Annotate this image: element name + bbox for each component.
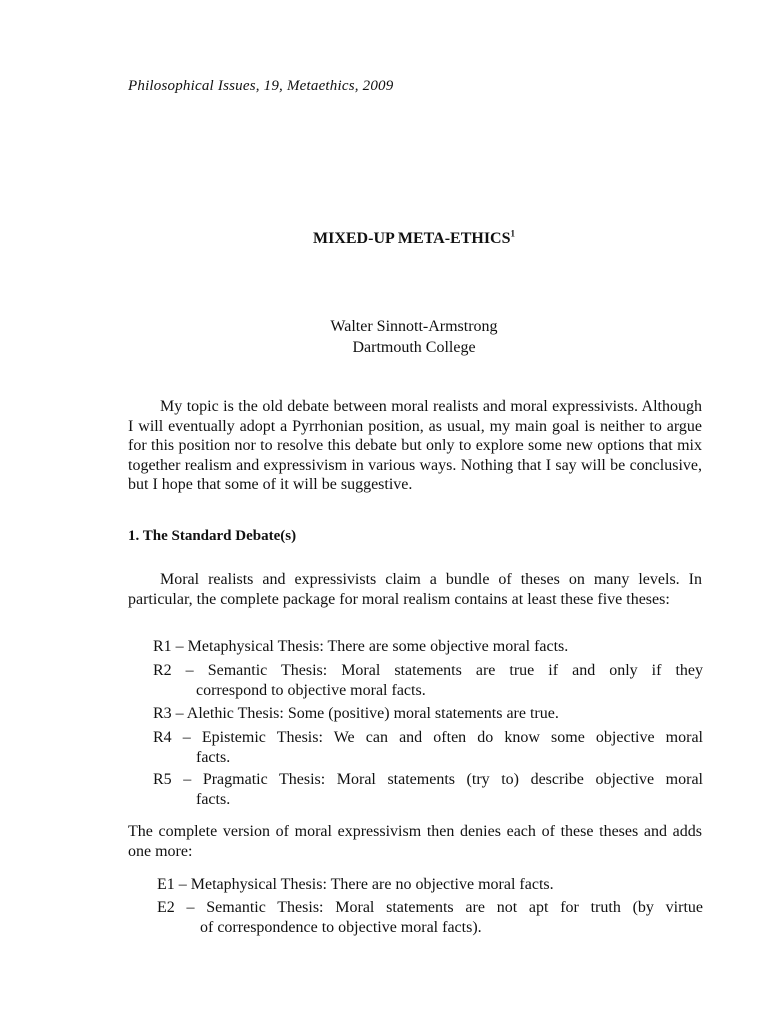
thesis-r5 (153, 770, 703, 809)
author-affiliation: Dartmouth College (352, 339, 476, 356)
intro-paragraph: My topic is the old debate between moral realists and moral expressivists. Although I will eventually adopt a Pyrrhonian position, as usual, my main goal is neither to argue for this position nor to resolve this debate but only to explore some new options that mix together realism and expressivism in various ways. Nothing that I say will be conclusive, but I hope that some of it will be suggestive. (128, 398, 702, 493)
thesis-line-continued: facts. (196, 748, 231, 766)
article-title-text: MIXED-UP META-ETHICS (313, 230, 511, 247)
transition-paragraph: The complete version of moral expressivism then denies each of these theses and adds one more: (128, 823, 702, 860)
thesis-line: R4 – Epistemic Thesis: We can and often do know some objective moral (153, 729, 703, 746)
title-footnote-marker[interactable]: 1 (510, 228, 515, 239)
article-title (0, 230, 768, 248)
thesis-line-continued: of correspondence to objective moral facts). (200, 918, 482, 936)
section-paragraph: Moral realists and expressivists claim a bundle of theses on many levels. In particular, the complete package for moral realism contains at least these five theses: (128, 571, 702, 608)
thesis-r2 (153, 661, 703, 700)
thesis-r4 (153, 728, 703, 767)
running-head: Philosophical Issues, 19, Metaethics, 2009 (128, 78, 394, 94)
thesis-e2 (157, 898, 703, 937)
thesis-e1 (157, 875, 703, 895)
thesis-r3 (153, 704, 703, 724)
section-heading: 1. The Standard Debate(s) (128, 528, 297, 544)
thesis-line: R5 – Pragmatic Thesis: Moral statements (try to) describe objective moral (153, 771, 703, 788)
thesis-line: E1 – Metaphysical Thesis: There are no objective moral facts. (157, 876, 554, 893)
author-block (0, 316, 768, 358)
thesis-line: R3 – Alethic Thesis: Some (positive) moral statements are true. (153, 705, 559, 722)
thesis-line: E2 – Semantic Thesis: Moral statements are not apt for truth (by virtue (157, 899, 703, 916)
thesis-line: R1 – Metaphysical Thesis: There are some objective moral facts. (153, 638, 569, 655)
thesis-r1 (153, 637, 703, 657)
thesis-line-continued: facts. (196, 790, 231, 808)
thesis-line: R2 – Semantic Thesis: Moral statements are true if and only if they (153, 662, 703, 679)
author-name: Walter Sinnott-Armstrong (330, 318, 498, 335)
thesis-line-continued: correspond to objective moral facts. (196, 681, 426, 699)
